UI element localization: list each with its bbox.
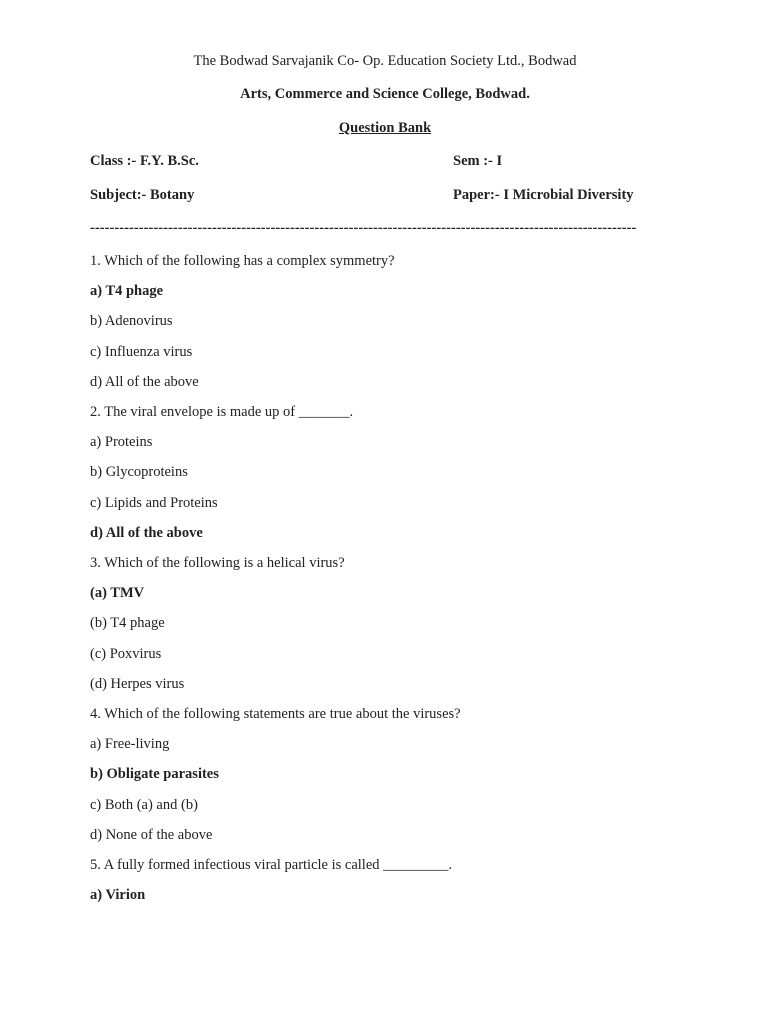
answer-option: b) Adenovirus	[90, 313, 173, 330]
answer-option: d) None of the above	[90, 826, 213, 843]
correct-answer-option: a) Virion	[90, 887, 146, 904]
society-name: The Bodwad Sarvajanik Co- Op. Education Society Ltd., Bodwad	[193, 53, 577, 69]
correct-answer-option: d) All of the above	[90, 524, 203, 541]
answer-option: (d) Herpes virus	[90, 675, 185, 692]
question-text: 1. Which of the following has a complex symmetry?	[90, 253, 395, 269]
class-label: Class :- F.Y. B.Sc.	[90, 153, 199, 169]
answer-option: c) Influenza virus	[90, 343, 193, 360]
answer-option: (c) Poxvirus	[90, 645, 162, 662]
question-text: 2. The viral envelope is made up of _______.	[90, 404, 354, 420]
answer-option: (b) T4 phage	[90, 615, 165, 632]
answer-option: a) Proteins	[90, 434, 153, 451]
answer-option: c) Lipids and Proteins	[90, 494, 218, 511]
correct-answer-option: (a) TMV	[90, 585, 145, 602]
correct-answer-option: b) Obligate parasites	[90, 766, 219, 783]
subject-label: Subject:- Botany	[90, 187, 195, 203]
question-text: 4. Which of the following statements are true about the viruses?	[90, 706, 461, 722]
document-title: Question Bank	[338, 120, 432, 136]
separator-line: ----------------------------------------------------------------------------------------------------------------	[90, 220, 637, 236]
sem-label: Sem :- I	[453, 153, 503, 169]
paper-label: Paper:- I Microbial Diversity	[453, 187, 634, 203]
question-text: 5. A fully formed infectious viral particle is called _________.	[90, 857, 453, 873]
answer-option: d) All of the above	[90, 373, 199, 390]
answer-option: a) Free-living	[90, 736, 170, 753]
question-text: 3. Which of the following is a helical virus?	[90, 555, 345, 571]
college-name: Arts, Commerce and Science College, Bodwad.	[240, 86, 530, 102]
correct-answer-option: a) T4 phage	[90, 283, 164, 300]
answer-option: c) Both (a) and (b)	[90, 796, 198, 813]
answer-option: b) Glycoproteins	[90, 464, 188, 481]
